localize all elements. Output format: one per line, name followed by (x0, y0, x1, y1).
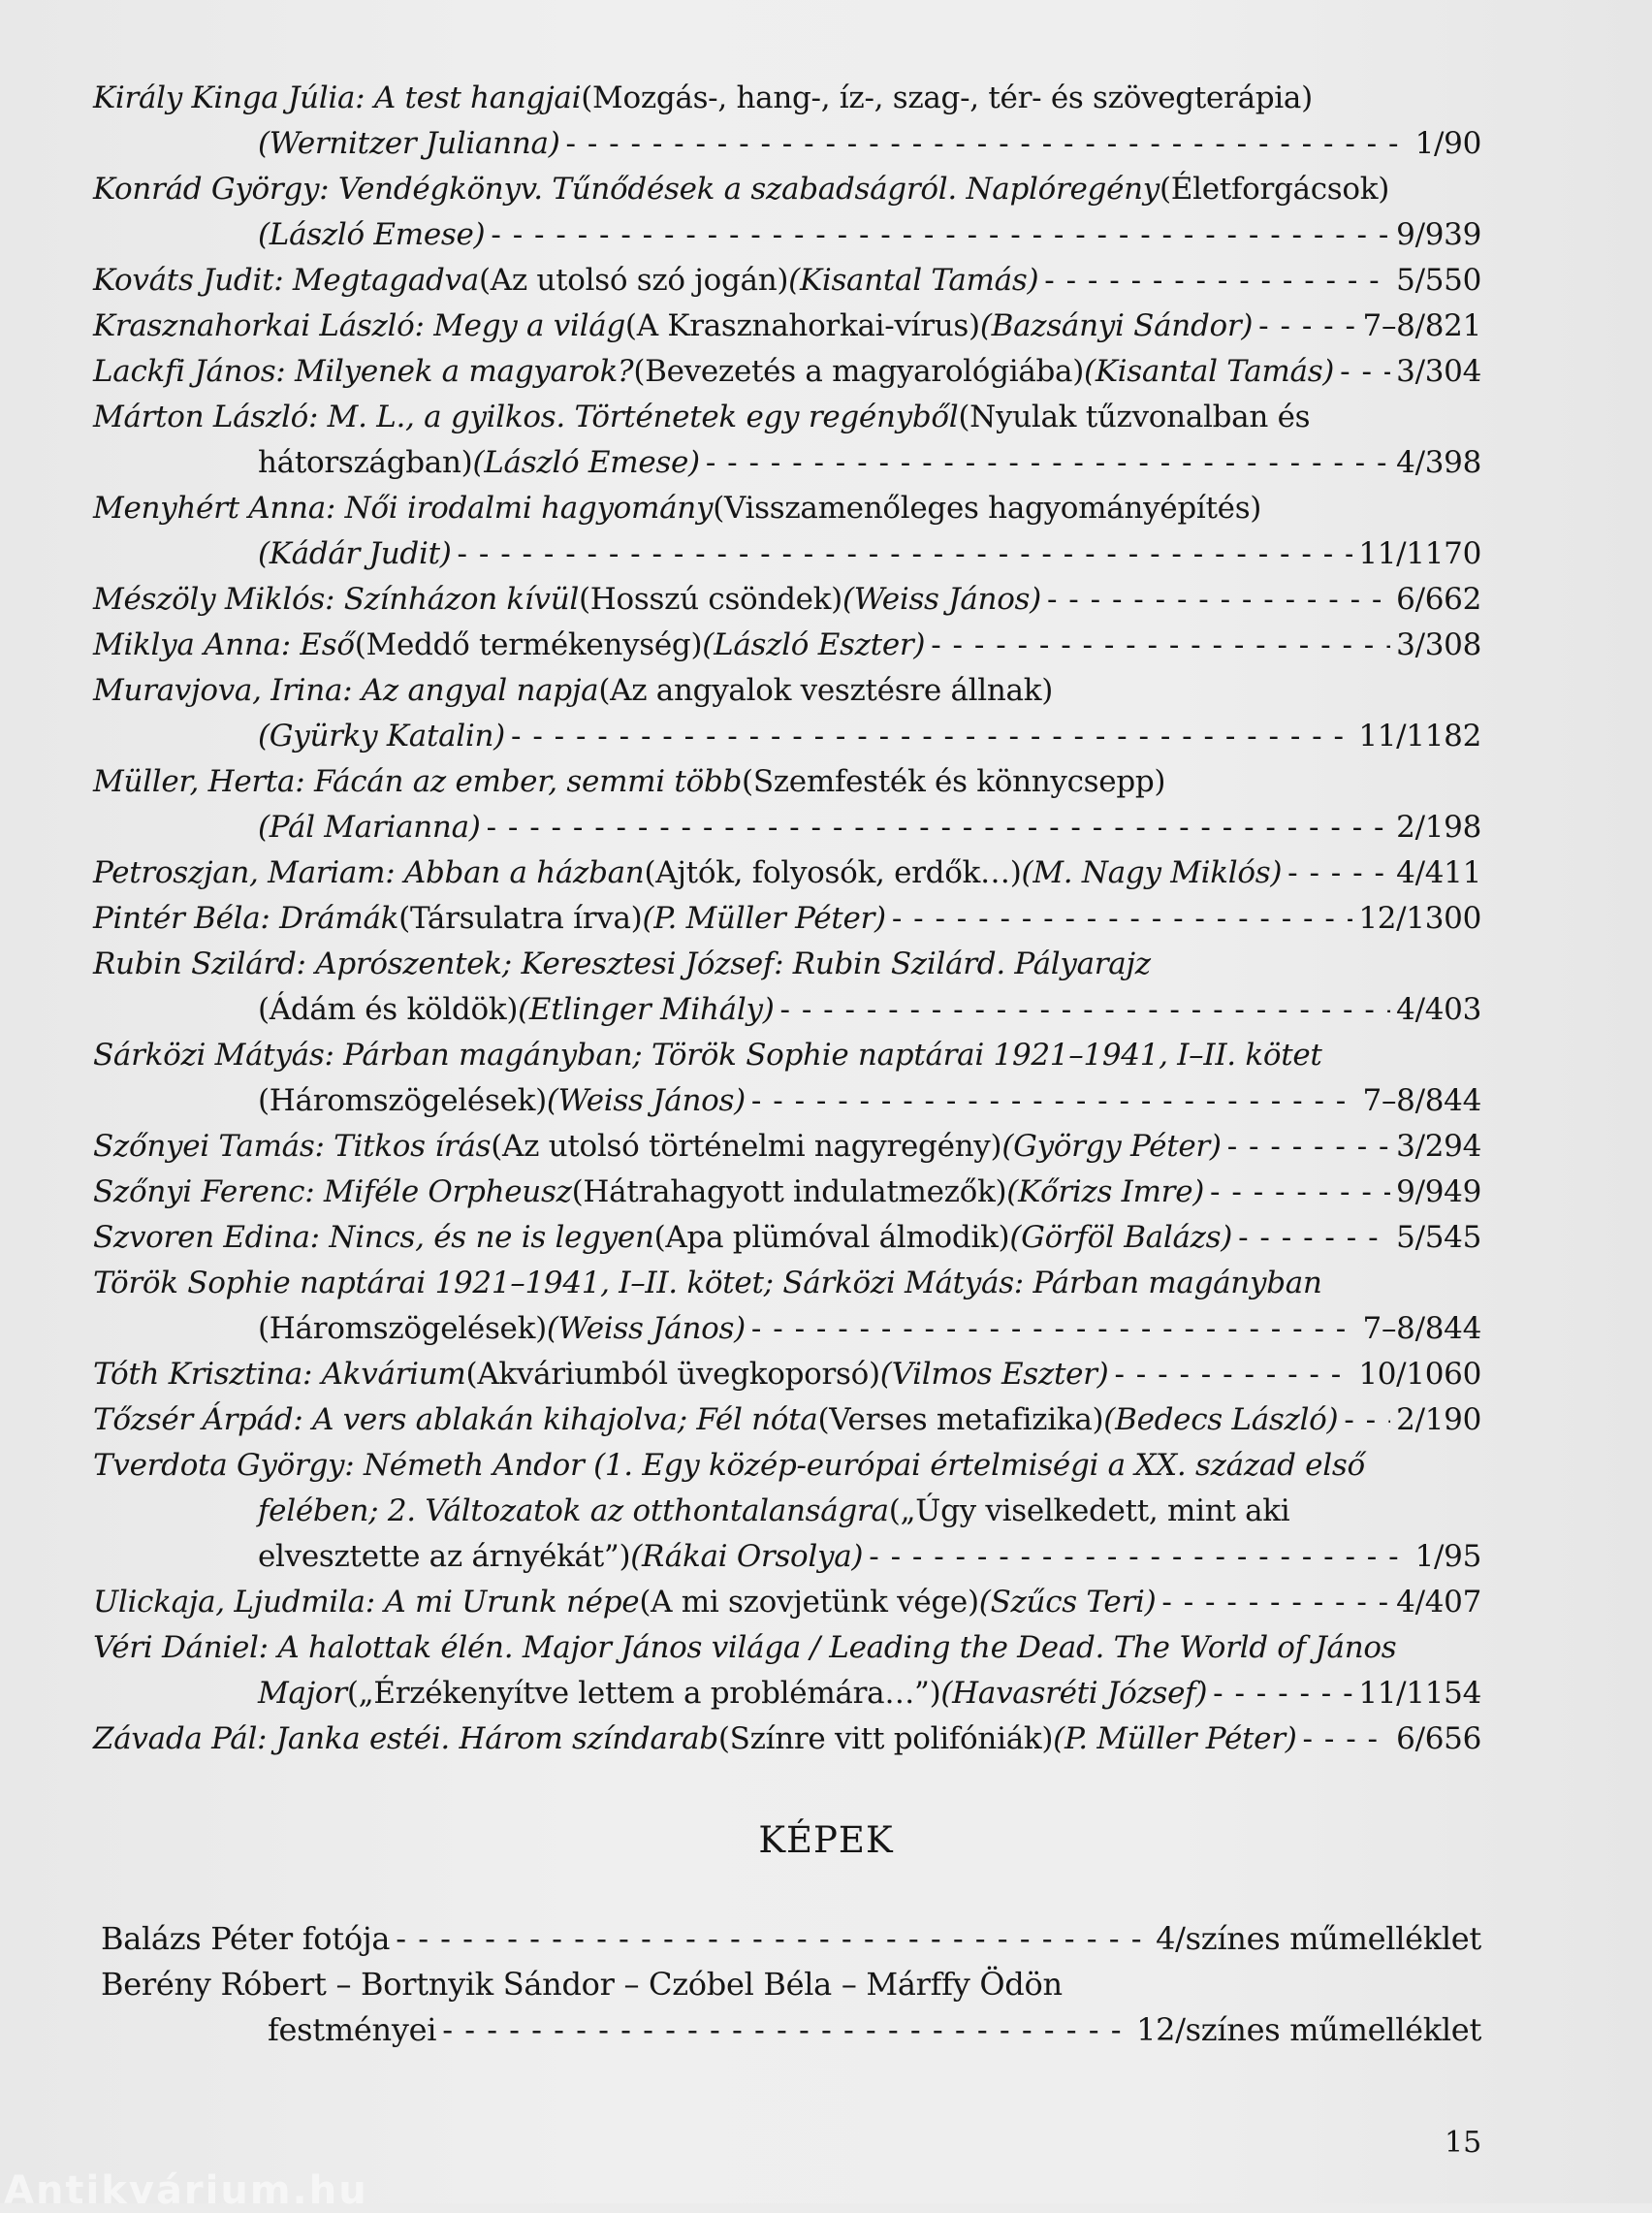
italic-text: Krasznahorkai László: Megy a világ (93, 308, 625, 343)
italic-text: (Wernitzer Julianna) (258, 126, 560, 161)
italic-text: felében; 2. Változatok az otthontalanságra (258, 1493, 889, 1528)
italic-text: (György Péter) (1001, 1129, 1222, 1164)
entry-line (93, 942, 1481, 987)
index-entry (93, 1170, 1481, 1215)
entry-line (101, 1962, 1481, 2007)
italic-text: Petroszjan, Mariam: Abban a házban (93, 855, 645, 890)
issue-page-ref: 10/1060 (1358, 1357, 1481, 1392)
index-list (93, 76, 1481, 1762)
entry-line (93, 1352, 1481, 1397)
text: (Hosszú csöndek) (579, 582, 842, 617)
index-entry (93, 1215, 1481, 1261)
italic-text: (Rákai Orsolya) (630, 1539, 864, 1574)
entry-line (93, 1033, 1481, 1078)
italic-text: (Gyürky Katalin) (258, 719, 505, 754)
entry-line (93, 1580, 1481, 1625)
index-entry (93, 1580, 1481, 1625)
italic-text: (Görföl Balázs) (1009, 1220, 1233, 1255)
italic-text: Tverdota György: Németh Andor (1. Egy közép-európai értelmiségi a XX. század első (93, 1448, 1365, 1483)
index-entry (93, 896, 1481, 942)
italic-text: (P. Müller Péter) (1053, 1721, 1297, 1756)
italic-text: (Kisantal Tamás) (788, 263, 1039, 298)
italic-text: Sárközi Mátyás: Párban magányban; Török Sophie naptárai 1921–1941, I–II. kötet (93, 1038, 1322, 1073)
dash-leader (1287, 850, 1390, 896)
entry-line (93, 1078, 1481, 1124)
italic-text: (P. Müller Péter) (642, 901, 886, 936)
dash-leader (1344, 1397, 1390, 1443)
entry-line (93, 1671, 1481, 1716)
text: (Hátrahagyott indulatmezők) (571, 1174, 1007, 1209)
issue-page-ref: 12/színes műmelléklet (1136, 2011, 1481, 2048)
entry-line (93, 486, 1481, 531)
dash-leader (751, 1078, 1357, 1124)
dash-leader (1340, 349, 1390, 395)
italic-text: (László Eszter) (702, 627, 926, 662)
dash-leader (1303, 1716, 1391, 1762)
italic-text: (Szűcs Teri) (978, 1585, 1157, 1620)
italic-text: Ulickaja, Ljudmila: A mi Urunk népe (93, 1585, 640, 1620)
entry-line (93, 759, 1481, 805)
text: (Az angyalok vesztésre állnak) (598, 673, 1053, 708)
entry-line (93, 896, 1481, 942)
dash-leader (1114, 1352, 1352, 1397)
issue-page-ref: 7–8/821 (1362, 308, 1481, 343)
dash-leader (1227, 1124, 1390, 1170)
index-entry (93, 304, 1481, 349)
italic-text: Tóth Krisztina: Akvárium (93, 1357, 466, 1392)
italic-text: (László Emese) (472, 445, 700, 480)
entry-line (101, 1916, 1481, 1962)
text: hátországban) (258, 445, 473, 480)
entry-line (93, 1625, 1481, 1671)
entry-line (93, 1170, 1481, 1215)
index-entry (93, 1625, 1481, 1716)
italic-text: (Etlinger Mihály) (518, 992, 775, 1027)
issue-page-ref: 11/1182 (1358, 719, 1481, 754)
watermark: Antikvárium.hu (4, 2168, 368, 2213)
italic-text: (Pál Marianna) (258, 810, 481, 845)
entry-line (93, 531, 1481, 577)
entry-line (101, 2007, 1481, 2053)
text: (Visszamenőleges hagyományépítés) (713, 491, 1262, 526)
issue-page-ref: 11/1154 (1358, 1676, 1481, 1711)
entry-line (93, 258, 1481, 304)
issue-page-ref: 6/662 (1396, 582, 1481, 617)
entry-line (93, 167, 1481, 212)
text: (Akváriumból üvegkoporsó) (465, 1357, 880, 1392)
entry-line (93, 76, 1481, 121)
italic-text: Szvoren Edina: Nincs, és ne is legyen (93, 1220, 654, 1255)
index-entry (93, 349, 1481, 395)
dash-leader (511, 714, 1352, 759)
dash-leader (1161, 1580, 1390, 1625)
issue-page-ref: 5/550 (1396, 263, 1481, 298)
italic-text: (Vilmos Eszter) (879, 1357, 1109, 1392)
index-entry (93, 623, 1481, 668)
dash-leader (458, 531, 1353, 577)
text: (A mi szovjetünk vége) (639, 1585, 979, 1620)
text: (Ajtók, folyosók, erdők…) (644, 855, 1022, 890)
issue-page-ref: 3/304 (1396, 354, 1481, 389)
index-entry (93, 1352, 1481, 1397)
issue-page-ref: 4/398 (1396, 445, 1481, 480)
dash-leader (1210, 1170, 1390, 1215)
italic-text: Mészöly Miklós: Színházon kívül (93, 582, 580, 617)
index-entry (93, 76, 1481, 167)
issue-page-ref: 7–8/844 (1362, 1311, 1481, 1346)
dash-leader (442, 2007, 1130, 2053)
entry-line (93, 121, 1481, 167)
text: (A Krasznahorkai-vírus) (624, 308, 980, 343)
dash-leader (1044, 258, 1390, 304)
pictures-list (101, 1916, 1481, 2053)
text: (Meddő termékenység) (354, 627, 703, 662)
italic-text: (Kőrizs Imre) (1006, 1174, 1205, 1209)
dash-leader (1213, 1671, 1352, 1716)
issue-page-ref: 11/1170 (1358, 536, 1481, 571)
issue-page-ref: 2/190 (1396, 1402, 1481, 1437)
italic-text: Muravjova, Irina: Az angyal napja (93, 673, 599, 708)
index-entry (93, 395, 1481, 486)
index-entry (93, 759, 1481, 850)
italic-text: (Bedecs László) (1103, 1402, 1339, 1437)
entry-line (93, 714, 1481, 759)
entry-line (93, 1124, 1481, 1170)
text: (Mozgás-, hang-, íz-, szag-, tér- és szövegterápia) (581, 80, 1313, 115)
entry-line (93, 1716, 1481, 1762)
text: („Úgy viselkedett, mint aki (888, 1493, 1290, 1528)
italic-text: (Bazsányi Sándor) (979, 308, 1254, 343)
italic-text: Pintér Béla: Drámák (93, 901, 399, 936)
dash-leader (780, 987, 1391, 1033)
dash-leader (706, 440, 1390, 486)
italic-text: Szőnyei Tamás: Titkos írás (93, 1129, 492, 1164)
entry-line (93, 623, 1481, 668)
text: (Az utolsó szó jogán) (478, 263, 789, 298)
text: (Háromszögelések) (258, 1311, 547, 1346)
italic-text: Király Kinga Júlia: A test hangjai (93, 80, 582, 115)
index-entry (93, 1033, 1481, 1124)
entry-line (93, 212, 1481, 258)
italic-text: Szőnyi Ferenc: Miféle Orpheusz (93, 1174, 572, 1209)
italic-text: Müller, Herta: Fácán az ember, semmi több (93, 764, 743, 799)
issue-page-ref: 12/1300 (1358, 901, 1481, 936)
italic-text: Menyhért Anna: Női irodalmi hagyomány (93, 491, 714, 526)
index-entry (93, 668, 1481, 759)
issue-page-ref: 5/545 (1396, 1220, 1481, 1255)
dash-leader (1047, 577, 1390, 623)
italic-text: (Kisantal Tamás) (1084, 354, 1335, 389)
text: (Apa plümóval álmodik) (653, 1220, 1010, 1255)
italic-text: (Weiss János) (546, 1083, 746, 1118)
index-entry (93, 1716, 1481, 1762)
text: (Ádám és köldök) (258, 992, 519, 1027)
dash-leader (1238, 1215, 1390, 1261)
issue-page-ref: 9/939 (1396, 217, 1481, 252)
italic-text: Konrád György: Vendégkönyv. Tűnődések a szabadságról. Naplóregény (93, 172, 1160, 207)
italic-text: (Kádár Judit) (258, 536, 452, 571)
italic-text: Márton László: M. L., a gyilkos. Történetek egy regényből (93, 400, 959, 434)
index-entry (93, 1397, 1481, 1443)
text: (Társulatra írva) (398, 901, 643, 936)
issue-page-ref: 6/656 (1396, 1721, 1481, 1756)
picture-entry (101, 1916, 1481, 1962)
index-entry (93, 1124, 1481, 1170)
dash-leader (892, 896, 1353, 942)
dash-leader (566, 121, 1410, 167)
index-entry (93, 1261, 1481, 1352)
issue-page-ref: 2/198 (1396, 810, 1481, 845)
issue-page-ref: 4/403 (1396, 992, 1481, 1027)
index-entry (93, 942, 1481, 1033)
issue-page-ref: 4/411 (1396, 855, 1481, 890)
entry-line (93, 1443, 1481, 1489)
entry-line (93, 349, 1481, 395)
entry-line (93, 577, 1481, 623)
text: Berény Róbert – Bortnyik Sándor – Czóbel Béla – Márffy Ödön (101, 1966, 1063, 2003)
italic-text: (Weiss János) (546, 1311, 746, 1346)
entry-line (93, 1215, 1481, 1261)
text: („Érzékenyítve lettem a problémára…”) (346, 1676, 941, 1711)
entry-line (93, 304, 1481, 349)
text: (Szemfesték és könnycsepp) (742, 764, 1166, 799)
italic-text: Miklya Anna: Eső (93, 627, 355, 662)
dash-leader (931, 623, 1390, 668)
issue-page-ref: 4/színes műmelléklet (1156, 1920, 1481, 1957)
entry-line (93, 1261, 1481, 1306)
index-entry (93, 258, 1481, 304)
italic-text: Kováts Judit: Megtagadva (93, 263, 479, 298)
italic-text: Török Sophie naptárai 1921–1941, I–II. kötet; Sárközi Mátyás: Párban magányban (93, 1266, 1322, 1300)
picture-entry (101, 1962, 1481, 2053)
text: Balázs Péter fotója (101, 1920, 391, 1957)
index-entry (93, 1443, 1481, 1580)
italic-text: Tőzsér Árpád: A vers ablakán kihajolva; Fél nóta (93, 1402, 818, 1437)
issue-page-ref: 3/294 (1396, 1129, 1481, 1164)
entry-line (93, 440, 1481, 486)
issue-page-ref: 3/308 (1396, 627, 1481, 662)
entry-line (93, 1306, 1481, 1352)
italic-text: (László Emese) (258, 217, 486, 252)
text: (Verses metafizika) (817, 1402, 1104, 1437)
dash-leader (869, 1534, 1409, 1580)
issue-page-ref: 7–8/844 (1362, 1083, 1481, 1118)
italic-text: Véri Dániel: A halottak élén. Major János világa / Leading the Dead. The World of János (93, 1630, 1397, 1665)
index-entry (93, 167, 1481, 258)
dash-leader (1258, 304, 1356, 349)
index-entry (93, 577, 1481, 623)
entry-line (93, 1489, 1481, 1534)
dash-leader (487, 805, 1391, 850)
italic-text: (Weiss János) (842, 582, 1041, 617)
issue-page-ref: 9/949 (1396, 1174, 1481, 1209)
index-entry (93, 486, 1481, 577)
issue-page-ref: 1/90 (1414, 126, 1481, 161)
entry-line (93, 668, 1481, 714)
text: (Háromszögelések) (258, 1083, 547, 1118)
text: (Életforgácsok) (1160, 172, 1390, 207)
dash-leader (396, 1916, 1150, 1962)
text: (Az utolsó történelmi nagyregény) (491, 1129, 1002, 1164)
section-title: KÉPEK (758, 1819, 894, 1861)
italic-text: Major (258, 1676, 347, 1711)
dash-leader (751, 1306, 1357, 1352)
dash-leader (491, 212, 1390, 258)
index-entry (93, 850, 1481, 896)
issue-page-ref: 4/407 (1396, 1585, 1481, 1620)
text: elvesztette az árnyékát”) (258, 1539, 631, 1574)
page-number: 15 (1445, 2126, 1482, 2160)
entry-line (93, 1534, 1481, 1580)
text: festményei (268, 2011, 437, 2048)
italic-text: Rubin Szilárd: Aprószentek; Keresztesi József: Rubin Szilárd. Pályarajz (93, 946, 1151, 981)
entry-line (93, 395, 1481, 440)
entry-line (93, 1397, 1481, 1443)
text: (Nyulak tűzvonalban és (958, 400, 1311, 434)
entry-line (93, 805, 1481, 850)
entry-line (93, 987, 1481, 1033)
entry-line (93, 850, 1481, 896)
italic-text: (Havasréti József) (940, 1676, 1208, 1711)
issue-page-ref: 1/95 (1414, 1539, 1481, 1574)
italic-text: Závada Pál: Janka estéi. Három színdarab (93, 1721, 718, 1756)
italic-text: (M. Nagy Miklós) (1021, 855, 1283, 890)
text: (Színre vitt polifóniák) (717, 1721, 1054, 1756)
italic-text: Lackfi János: Milyenek a magyarok? (93, 354, 634, 389)
text: (Bevezetés a magyarológiába) (633, 354, 1085, 389)
